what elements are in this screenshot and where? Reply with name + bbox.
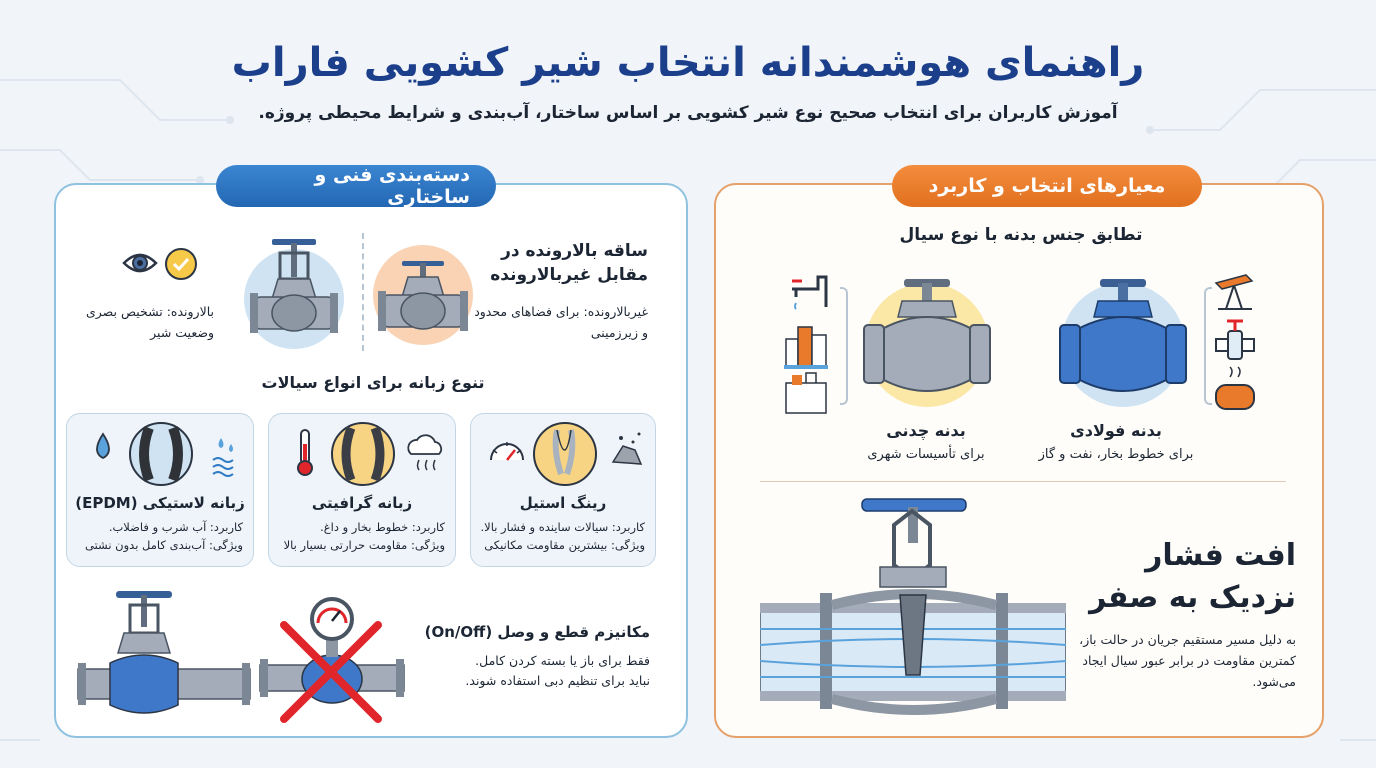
steel-body-desc: برای خطوط بخار، نفت و گاز — [1038, 447, 1194, 462]
seal-usage: کاربرد: خطوط بخار و داغ. — [320, 520, 445, 534]
city-buildings-icon — [784, 327, 828, 369]
oil-pipe-valve-icon — [1216, 321, 1254, 359]
cast-iron-body-desc: برای تأسیسات شهری — [867, 447, 985, 462]
selection-criteria-badge: معیارهای انتخاب و کاربرد — [892, 165, 1202, 207]
onoff-notes — [400, 651, 650, 691]
thermometer-icon — [298, 430, 312, 475]
cast-iron-application-icons — [782, 265, 830, 417]
tap-icon — [792, 277, 826, 309]
onoff-line-1: فقط برای باز یا بسته کردن کامل. — [475, 653, 650, 668]
steel-body-valve-icon — [1048, 273, 1198, 413]
stem-divider — [362, 233, 364, 351]
seal-usage: کاربرد: سیالات ساینده و فشار بالا. — [480, 520, 645, 534]
pressure-drop-desc: به دلیل مسیر مستقیم جریان در حالت باز، کمترین مقاومت در برابر عبور سیال ایجاد می‌شود. — [1079, 632, 1296, 689]
technical-classification-badge: دسته‌بندی فنی و ساختاری — [216, 165, 496, 207]
technical-classification-panel — [54, 164, 688, 738]
pressure-gauge-icon — [491, 442, 523, 460]
epdm-seal-illustration — [75, 420, 247, 486]
body-material-heading: تطابق جنس بدنه با نوع سیال — [899, 225, 1143, 245]
steam-cloud-icon — [408, 435, 441, 470]
rising-stem-note: بالارونده: تشخیص بصری وضعیت شیر — [85, 304, 214, 340]
seal-title: زبانه گرافیتی — [311, 494, 413, 512]
onoff-heading: مکانیزم قطع و وصل (On/Off) — [424, 623, 650, 641]
eye-icon — [122, 249, 158, 277]
cast-iron-body-valve-icon — [852, 273, 1002, 413]
cast-iron-icons-bracket — [840, 287, 848, 405]
cast-iron-body-title: بدنه چدنی — [886, 421, 966, 440]
stem-heading: ساقه بالارونده در مقابل غیربالارونده — [490, 241, 648, 285]
oil-pump-icon — [1216, 275, 1252, 309]
pressure-drop-heading-line-1: افت فشار — [1145, 538, 1296, 573]
right-panel-divider — [760, 481, 1286, 482]
full-bore-gate-valve-icon — [760, 495, 1066, 719]
pressure-drop-heading — [1076, 535, 1296, 619]
abrasive-particles-icon — [613, 433, 641, 465]
water-drop-icon — [97, 434, 109, 458]
selection-criteria-panel — [714, 175, 1324, 738]
seal-card-steel-ring — [470, 413, 656, 567]
page-subtitle: آموزش کاربران برای انتخاب صحیح نوع شیر کشویی بر اساس ساختار، آب‌بندی و شرایط محیطی پروژه. — [258, 103, 1118, 123]
onoff-line-2: نباید برای تنظیم دبی استفاده شوند. — [465, 673, 650, 688]
crossed-regulating-valve-icon — [256, 595, 408, 725]
steel-body-title: بدنه فولادی — [1070, 421, 1162, 440]
non-rising-stem-valve-icon — [368, 235, 478, 355]
water-waves-icon — [213, 438, 233, 476]
seal-body — [73, 518, 243, 554]
gas-tank-icon — [1216, 367, 1254, 409]
steel-application-icons — [1212, 269, 1258, 419]
seal-body — [275, 518, 445, 554]
pressure-drop-heading-line-2: نزدیک به صفر — [1089, 580, 1296, 615]
seal-feature: ویژگی: بیشترین مقاومت مکانیکی — [484, 538, 645, 552]
steel-ring-illustration — [477, 420, 649, 486]
rising-stem-valve-icon — [238, 229, 350, 355]
seal-title: رینگ استیل — [519, 494, 607, 512]
seal-body — [477, 518, 645, 554]
seal-card-graphite — [268, 413, 456, 567]
seal-usage: کاربرد: آب شرب و فاضلاب. — [108, 520, 243, 534]
seal-card-epdm — [66, 413, 254, 567]
non-rising-stem-note: غیربالارونده: برای فضاهای محدود و زیرزمینی — [474, 304, 648, 340]
check-icon — [164, 247, 198, 281]
seal-feature: ویژگی: مقاومت حرارتی بسیار بالا — [283, 538, 445, 552]
factory-icon — [786, 373, 826, 413]
seal-title: زبانه لاستیکی (EPDM) — [75, 494, 245, 512]
graphite-seal-illustration — [277, 420, 449, 486]
onoff-gate-valve-icon — [76, 587, 252, 727]
seal-heading: تنوع زبانه برای انواع سیالات — [261, 373, 485, 392]
steel-icons-bracket — [1204, 287, 1212, 405]
page-title: راهنمای هوشمندانه انتخاب شیر کشویی فاراب — [231, 40, 1145, 86]
seal-feature: ویژگی: آب‌بندی کامل بدون نشتی — [85, 538, 243, 552]
